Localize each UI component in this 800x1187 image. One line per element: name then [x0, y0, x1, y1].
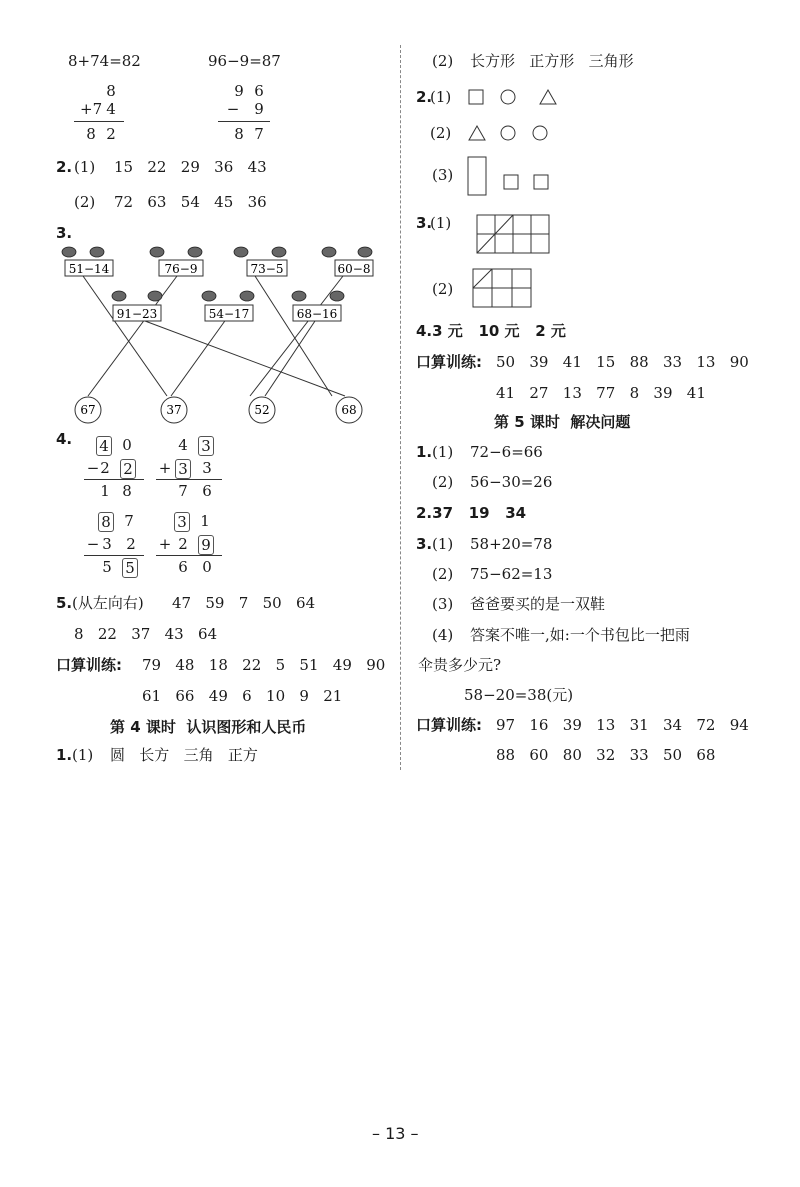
circle-icon	[533, 126, 547, 140]
question-number: 4.	[56, 430, 73, 448]
answer-text: 72−6=66	[470, 443, 543, 461]
bird-icon	[90, 247, 104, 257]
part-label: (4)	[432, 626, 454, 644]
page-number: – 13 –	[372, 1124, 419, 1143]
part-label: (3)	[432, 595, 454, 613]
digit: 9	[234, 82, 244, 100]
square-icon	[534, 175, 548, 189]
expression-text: 60−8	[337, 262, 371, 276]
connect-line	[137, 318, 345, 396]
bird-icon	[62, 247, 76, 257]
digit: 7	[124, 512, 134, 530]
shape-row	[466, 122, 566, 144]
digit: 6	[254, 82, 264, 100]
question-number: 1.	[56, 746, 73, 764]
square-icon	[469, 90, 483, 104]
connect-line	[88, 276, 177, 396]
digit: +	[158, 459, 172, 477]
part-label: (2)	[432, 565, 454, 583]
note-text: (从左向右)	[72, 594, 144, 612]
boxed-digit: 5	[122, 558, 138, 578]
digit: 2	[178, 535, 188, 553]
equation-text: 8+74=82	[68, 52, 141, 70]
part-label: (2)	[430, 124, 452, 142]
part-label: (1)	[432, 535, 454, 553]
boxed-digit: 3	[198, 436, 214, 456]
answer-text: 2.37 19 34	[416, 504, 527, 522]
equation-text: 96−9=87	[208, 52, 281, 70]
sum-line	[218, 121, 270, 122]
oral-training-label: 口算训练:	[56, 656, 122, 674]
part-label: (3)	[432, 166, 454, 184]
connect-line	[265, 318, 317, 396]
bird-icon	[150, 247, 164, 257]
answer-text: 41 27 13 77 8 39 41	[496, 384, 706, 402]
question-number: 1.	[416, 443, 433, 461]
part-label: (1)	[72, 746, 94, 764]
digit: 9	[254, 100, 264, 118]
bird-icon	[188, 247, 202, 257]
digit: 5	[102, 558, 112, 576]
digit: 4	[178, 436, 188, 454]
question-number: 2.	[56, 158, 73, 176]
part-label: (2)	[432, 280, 454, 298]
part-label: (1)	[430, 214, 452, 232]
bird-matching-diagram	[55, 238, 375, 428]
circle-number: 67	[80, 403, 96, 417]
digit: 7	[178, 482, 188, 500]
boxed-digit: 8	[98, 512, 114, 532]
sum-line	[84, 479, 144, 480]
sum-line	[156, 555, 222, 556]
digit: 6	[202, 482, 212, 500]
grid-figure	[476, 214, 552, 256]
digit: 3	[102, 535, 112, 553]
bird-icon	[202, 291, 216, 301]
triangle-icon	[469, 126, 485, 140]
circle-number: 68	[341, 403, 357, 417]
digit: 1	[200, 512, 210, 530]
bird-icon	[272, 247, 286, 257]
circle-number: 37	[166, 403, 182, 417]
answer-text: 97 16 39 13 31 34 72 94	[496, 716, 749, 734]
answer-text: 答案不唯一,如:一个书包比一把雨	[470, 626, 690, 644]
shape-row	[466, 155, 566, 197]
digit: −	[86, 535, 100, 553]
boxed-digit: 3	[174, 512, 190, 532]
answer-text: 56−30=26	[470, 473, 553, 491]
question-number: 2.	[416, 88, 433, 106]
oral-training-label: 口算训练:	[416, 353, 482, 371]
part-label: (1)	[432, 443, 454, 461]
expression-text: 91−23	[116, 307, 158, 321]
digit: 7	[254, 125, 264, 143]
bird-icon	[330, 291, 344, 301]
answer-text: 15 22 29 36 43	[114, 158, 267, 176]
answer-text: 伞贵多少元?	[418, 656, 502, 674]
boxed-digit: 9	[198, 535, 214, 555]
answer-text: 58−20=38(元)	[464, 686, 574, 704]
part-label: (1)	[430, 88, 452, 106]
answer-text: 8 22 37 43 64	[74, 625, 218, 643]
bird-icon	[112, 291, 126, 301]
bird-icon	[148, 291, 162, 301]
answer-text: 长方形 正方形 三角形	[470, 52, 634, 70]
digit: 2	[126, 535, 136, 553]
digit: 2	[100, 459, 110, 477]
digit: +7	[80, 100, 103, 118]
part-label: (1)	[74, 158, 96, 176]
sum-line	[74, 121, 124, 122]
sum-line	[156, 479, 222, 480]
digit: +	[158, 535, 172, 553]
digit: 3	[202, 459, 212, 477]
expression-text: 54−17	[208, 307, 250, 321]
shape-row	[466, 86, 566, 108]
question-number: 3.	[416, 535, 433, 553]
bird-icon	[240, 291, 254, 301]
digit: −	[226, 100, 240, 118]
answer-text: 58+20=78	[470, 535, 553, 553]
answer-text: 4.3 元 10 元 2 元	[416, 322, 566, 340]
part-label: (2)	[432, 52, 454, 70]
digit: 8	[234, 125, 244, 143]
digit: 8	[106, 82, 116, 100]
digit: 0	[202, 558, 212, 576]
expression-text: 51−14	[68, 262, 110, 276]
column-divider	[400, 45, 401, 770]
answer-text: 75−62=13	[470, 565, 553, 583]
bird-icon	[292, 291, 306, 301]
digit: −	[86, 459, 100, 477]
question-number: 3.	[56, 224, 73, 242]
circle-icon	[501, 90, 515, 104]
oral-training-label: 口算训练:	[416, 716, 482, 734]
lesson-title: 第 5 课时 解决问题	[494, 413, 631, 431]
question-number: 3.	[416, 214, 433, 232]
circle-icon	[501, 126, 515, 140]
digit: 4	[106, 100, 116, 118]
answer-text: 79 48 18 22 5 51 49 90	[142, 656, 386, 674]
answer-text: 圆 长方 三角 正方	[110, 746, 258, 764]
question-number: 5.	[56, 594, 73, 612]
digit: 6	[178, 558, 188, 576]
bird-icon	[358, 247, 372, 257]
part-label: (2)	[432, 473, 454, 491]
expression-text: 73−5	[250, 262, 284, 276]
part-label: (2)	[74, 193, 96, 211]
bird-icon	[234, 247, 248, 257]
boxed-digit: 4	[96, 436, 112, 456]
answer-text: 50 39 41 15 88 33 13 90	[496, 353, 749, 371]
square-icon	[504, 175, 518, 189]
expression-text: 68−16	[296, 307, 338, 321]
bird-icon	[322, 247, 336, 257]
boxed-digit: 3	[175, 459, 191, 479]
sum-line	[84, 555, 144, 556]
grid-figure	[472, 268, 534, 310]
lesson-title: 第 4 课时 认识图形和人民币	[110, 718, 307, 736]
triangle-icon	[540, 90, 556, 104]
circle-number: 52	[254, 403, 270, 417]
digit: 8	[122, 482, 132, 500]
boxed-digit: 2	[120, 459, 136, 479]
digit: 2	[106, 125, 116, 143]
tall-rectangle-icon	[468, 157, 486, 195]
answer-text: 爸爸要买的是一双鞋	[470, 595, 606, 613]
digit: 8	[86, 125, 96, 143]
digit: 0	[122, 436, 132, 454]
digit: 1	[100, 482, 110, 500]
expression-text: 76−9	[164, 262, 198, 276]
connect-line	[171, 318, 227, 396]
answer-text: 61 66 49 6 10 9 21	[142, 687, 343, 705]
answer-text: 72 63 54 45 36	[114, 193, 267, 211]
answer-text: 88 60 80 32 33 50 68	[496, 746, 716, 764]
answer-text: 47 59 7 50 64	[172, 594, 316, 612]
